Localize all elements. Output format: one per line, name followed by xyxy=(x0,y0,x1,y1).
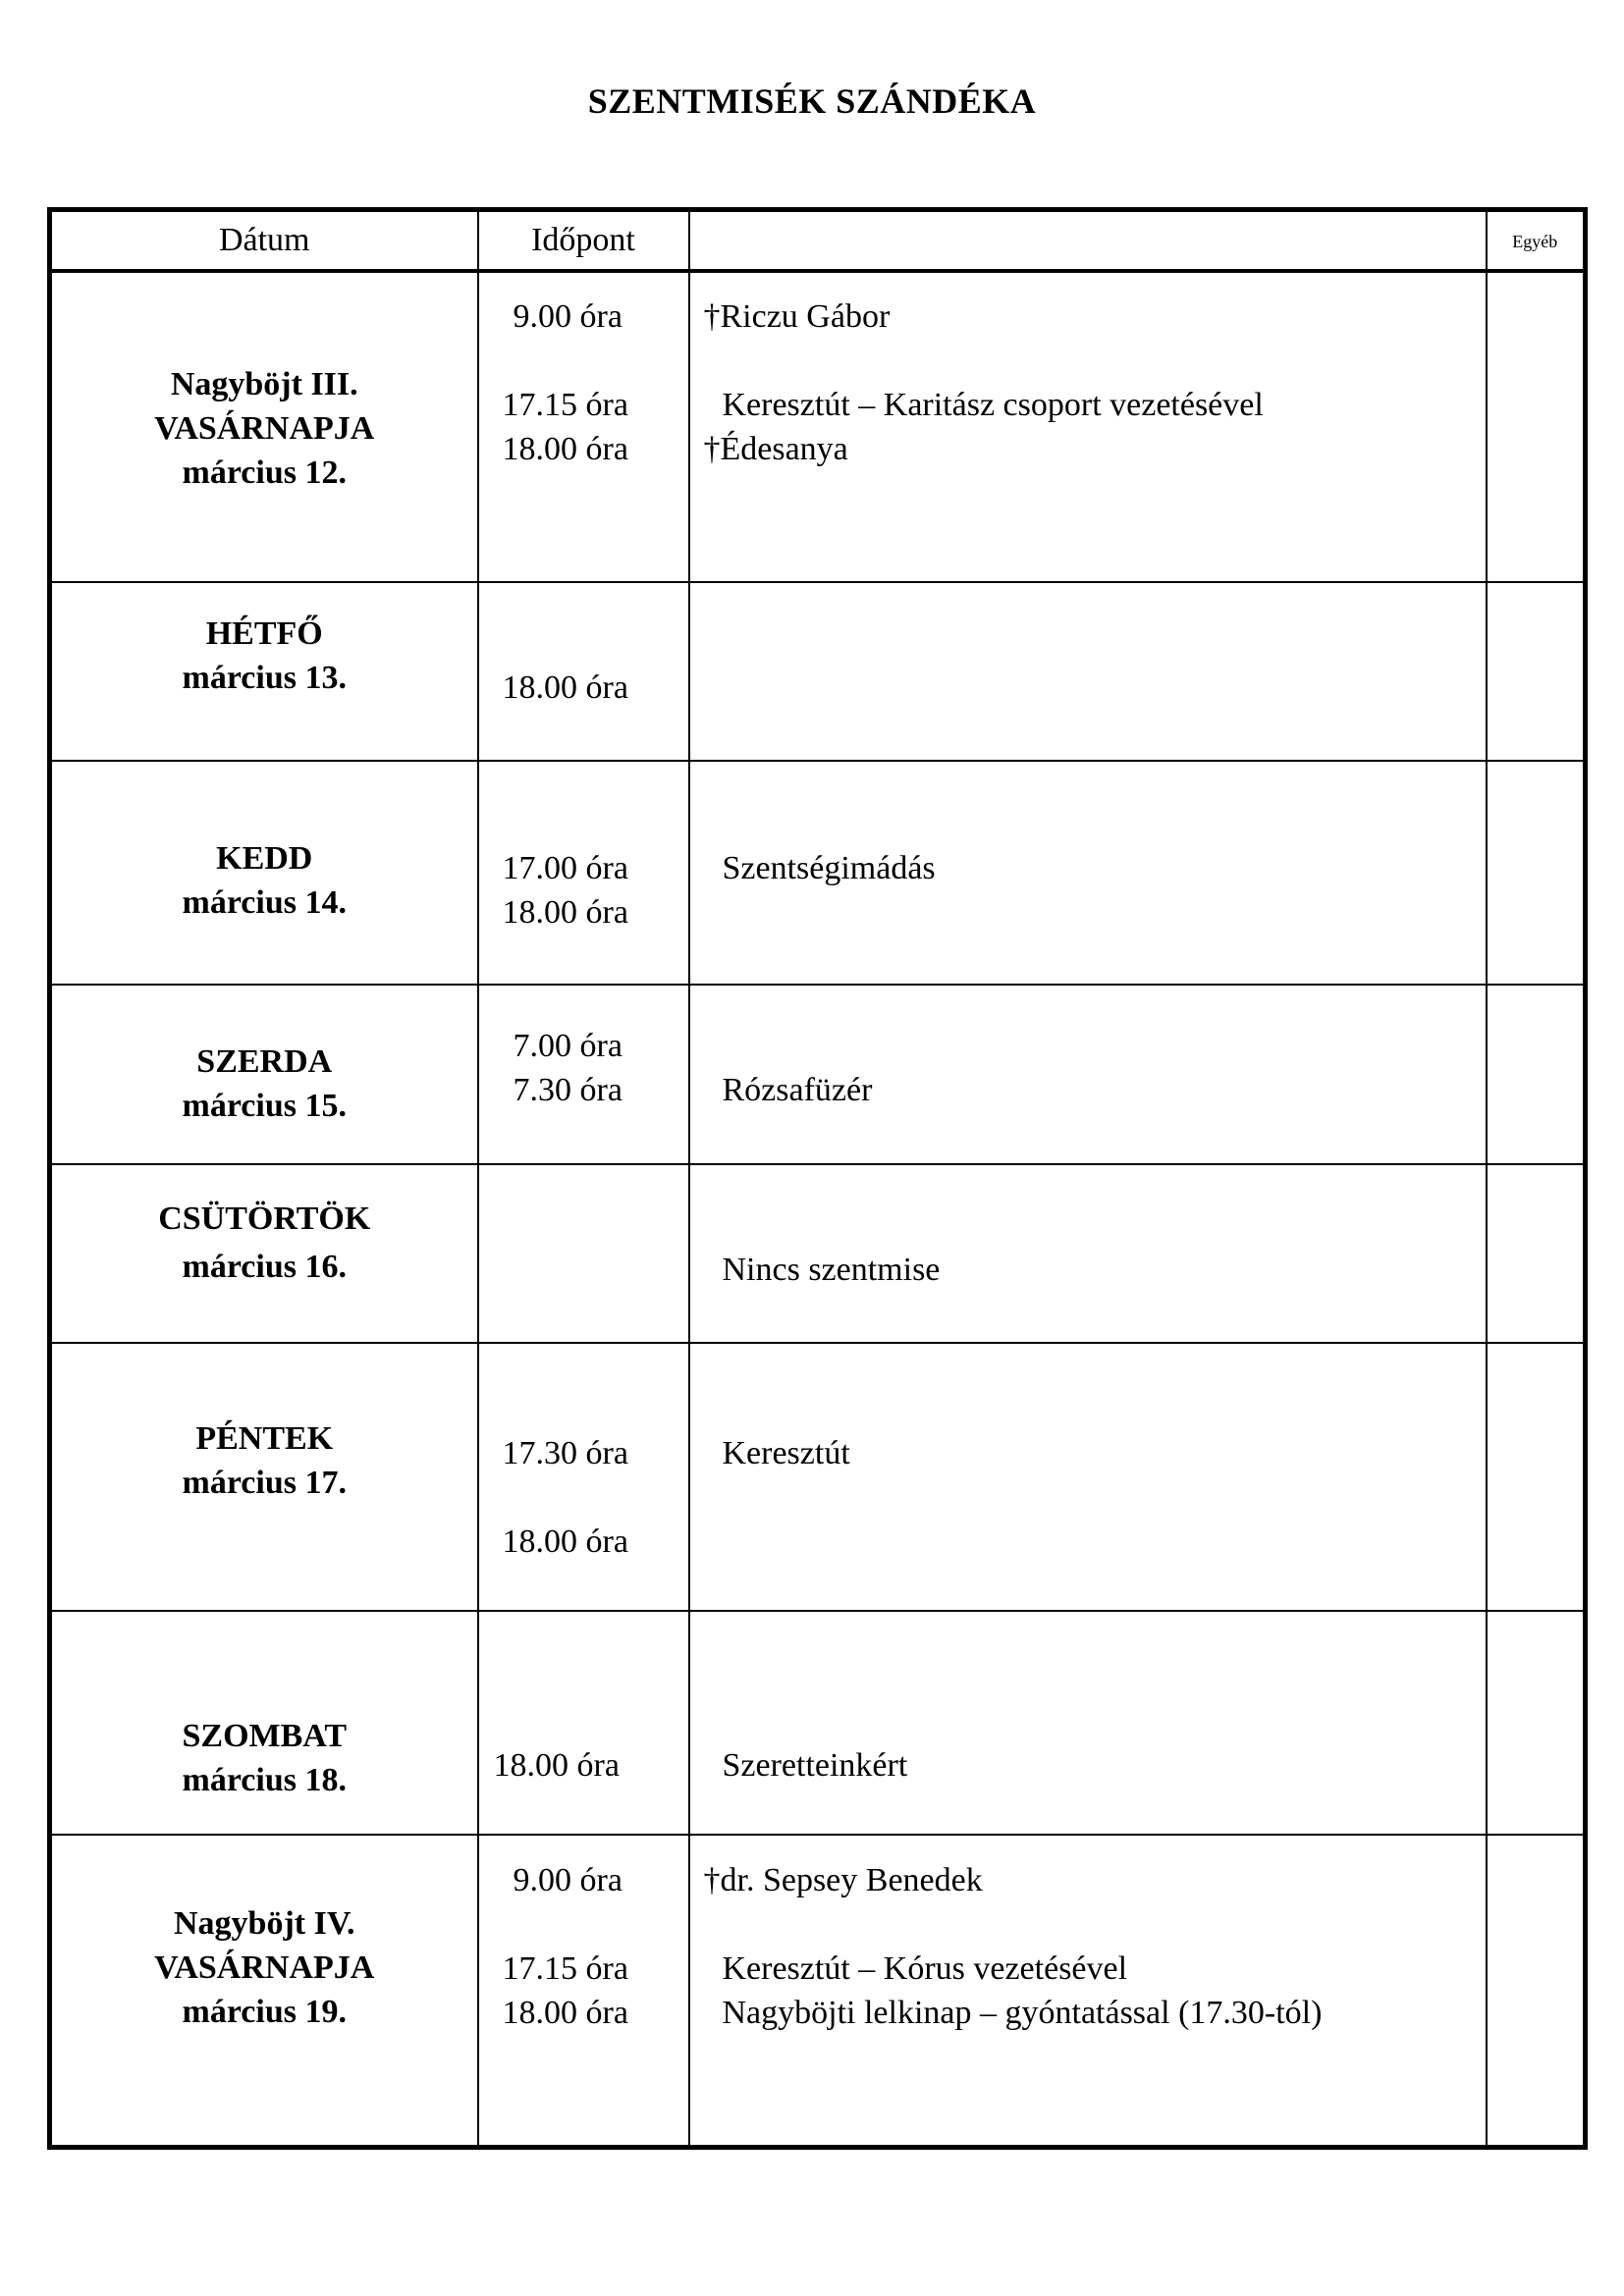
date-cell xyxy=(50,1835,478,2148)
header-time: Időpont xyxy=(478,210,689,271)
time-value: 9.00 óra xyxy=(513,297,623,335)
intent-cell xyxy=(689,271,1487,582)
other-cell xyxy=(1487,271,1586,582)
time-value: 7.00 óra xyxy=(513,1027,623,1064)
time-value: 18.00 óra xyxy=(502,1522,628,1560)
time-cell xyxy=(478,985,689,1164)
intent-cell xyxy=(689,582,1487,761)
intent-text: Keresztút – Karitász csoport vezetésével xyxy=(722,386,1264,423)
table-row xyxy=(50,1835,1586,2148)
header-other: Egyéb xyxy=(1487,210,1586,271)
table-row xyxy=(50,1611,1586,1835)
time-cell xyxy=(478,1835,689,2148)
time-cell xyxy=(478,271,689,582)
header-date: Dátum xyxy=(50,210,478,271)
date-cell xyxy=(50,1164,478,1343)
date-cell xyxy=(50,985,478,1164)
time-value: 17.00 óra xyxy=(502,849,628,886)
time-cell xyxy=(478,1164,689,1343)
intent-cell xyxy=(689,1164,1487,1343)
time-value: 18.00 óra xyxy=(493,1746,620,1784)
intent-text: †Édesanya xyxy=(703,430,848,467)
time-value: 18.00 óra xyxy=(502,893,628,931)
day-name: VASÁRNAPJA xyxy=(154,1949,375,1986)
intent-cell xyxy=(689,1835,1487,2148)
time-value: 18.00 óra xyxy=(502,1994,628,2031)
intent-cell xyxy=(689,1343,1487,1611)
intent-text: †dr. Sepsey Benedek xyxy=(703,1861,983,1898)
time-value: 17.15 óra xyxy=(502,386,628,423)
intent-text: †Riczu Gábor xyxy=(703,297,891,335)
time-value: 18.00 óra xyxy=(502,668,628,706)
time-cell xyxy=(478,1343,689,1611)
other-cell xyxy=(1487,1343,1586,1611)
date-cell xyxy=(50,1343,478,1611)
day-date: március 19. xyxy=(182,1993,347,2030)
time-cell xyxy=(478,582,689,761)
day-name: Nagyböjt III. xyxy=(170,365,358,402)
intent-text: Szentségimádás xyxy=(722,849,936,886)
day-name: KEDD xyxy=(216,839,313,877)
time-value: 18.00 óra xyxy=(502,430,628,467)
day-date: március 12. xyxy=(182,454,347,491)
day-name: VASÁRNAPJA xyxy=(154,409,375,447)
date-cell xyxy=(50,1611,478,1835)
intent-text: Nincs szentmise xyxy=(722,1251,941,1288)
header-intent xyxy=(689,210,1487,271)
date-cell xyxy=(50,582,478,761)
table-row xyxy=(50,1343,1586,1611)
day-date: március 15. xyxy=(182,1087,347,1124)
day-date: március 14. xyxy=(182,883,347,921)
day-name: SZERDA xyxy=(196,1042,333,1080)
header-row xyxy=(50,210,1586,271)
date-cell xyxy=(50,761,478,985)
time-value: 17.15 óra xyxy=(502,1949,628,1987)
day-name: HÉTFŐ xyxy=(205,614,323,652)
date-cell xyxy=(50,271,478,582)
time-cell xyxy=(478,761,689,985)
day-name: Nagyböjt IV. xyxy=(173,1904,355,1942)
other-cell xyxy=(1487,761,1586,985)
table-row xyxy=(50,582,1586,761)
day-date: március 17. xyxy=(182,1464,347,1501)
intent-text: Keresztút xyxy=(722,1434,850,1471)
table-row xyxy=(50,761,1586,985)
other-cell xyxy=(1487,1164,1586,1343)
intent-cell xyxy=(689,985,1487,1164)
day-name: SZOMBAT xyxy=(182,1717,347,1754)
day-name: PÉNTEK xyxy=(195,1419,334,1457)
intent-cell xyxy=(689,1611,1487,1835)
day-date: március 13. xyxy=(182,659,347,696)
intent-text: Rózsafüzér xyxy=(722,1071,873,1108)
intent-cell xyxy=(689,761,1487,985)
table-row xyxy=(50,1164,1586,1343)
other-cell xyxy=(1487,582,1586,761)
table-row xyxy=(50,271,1586,582)
day-date: március 18. xyxy=(182,1761,347,1798)
time-cell xyxy=(478,1611,689,1835)
page-title: SZENTMISÉK SZÁNDÉKA xyxy=(587,81,1037,121)
day-name: CSÜTÖRTÖK xyxy=(158,1200,371,1237)
intent-text: Keresztút – Kórus vezetésével xyxy=(722,1949,1128,1987)
other-cell xyxy=(1487,1611,1586,1835)
time-value: 7.30 óra xyxy=(513,1071,623,1108)
other-cell xyxy=(1487,1835,1586,2148)
mass-schedule-table xyxy=(47,207,1588,2150)
day-date: március 16. xyxy=(182,1248,347,1285)
intent-text: Szeretteinkért xyxy=(722,1746,908,1784)
other-cell xyxy=(1487,985,1586,1164)
time-value: 17.30 óra xyxy=(502,1434,628,1471)
intent-text: Nagyböjti lelkinap – gyóntatással (17.30-tól) xyxy=(722,1994,1323,2031)
time-value: 9.00 óra xyxy=(513,1861,623,1898)
table-row xyxy=(50,985,1586,1164)
